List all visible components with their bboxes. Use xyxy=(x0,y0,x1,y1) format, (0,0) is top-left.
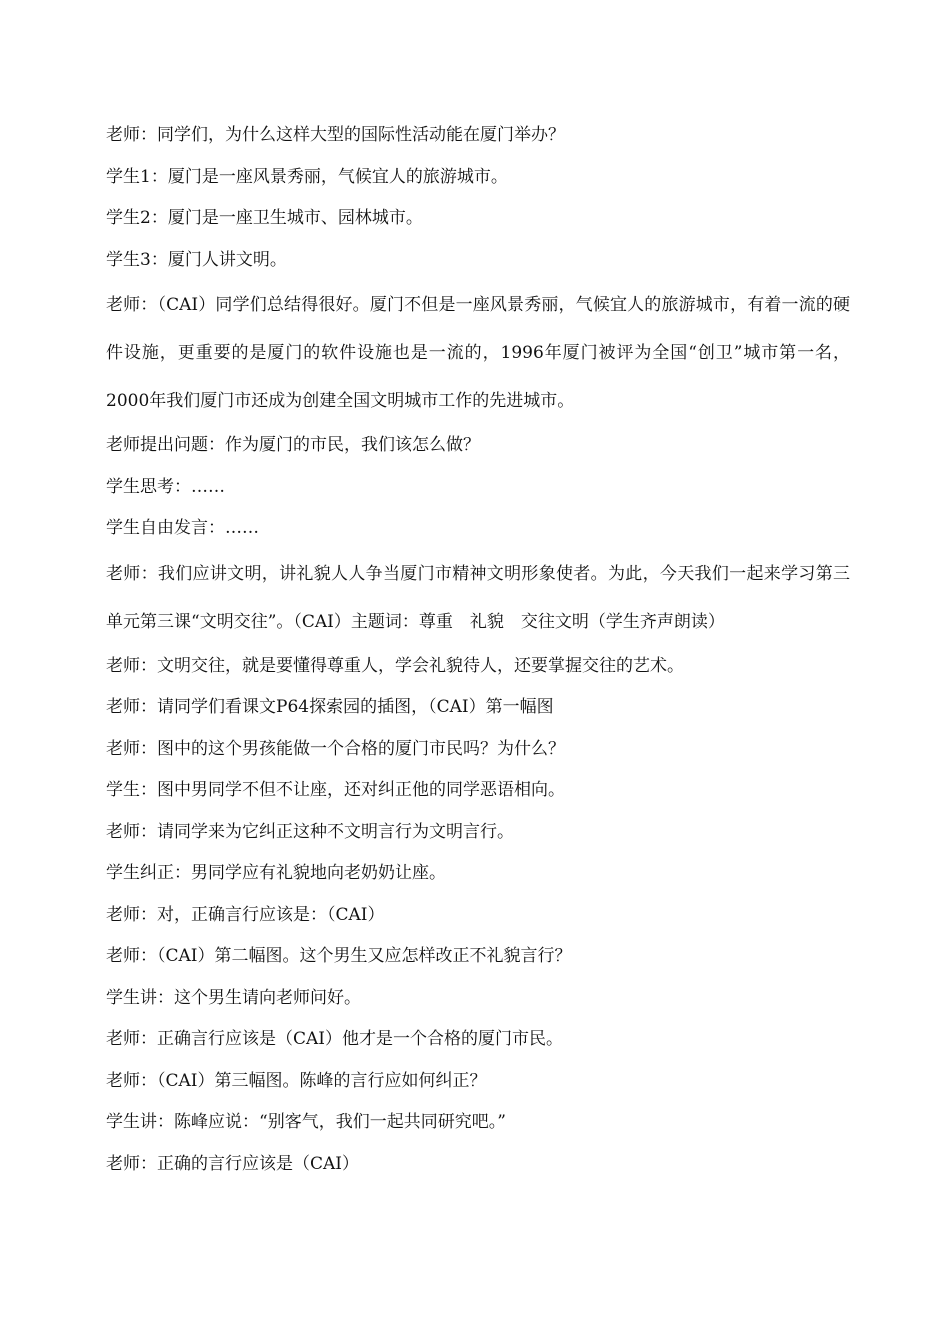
paragraph: 老师提出问题：作为厦门的市民，我们该怎么做？ xyxy=(106,435,480,455)
paragraph: 老师：（CAI）第二幅图。这个男生又应怎样改正不礼貌言行？ xyxy=(106,946,572,966)
paragraph: 学生2：厦门是一座卫生城市、园林城市。 xyxy=(106,208,423,228)
paragraph: 学生思考：…… xyxy=(106,476,225,497)
paragraph: 学生1：厦门是一座风景秀丽，气候宜人的旅游城市。 xyxy=(106,166,508,187)
paragraph: 老师：我们应讲文明，讲礼貌人人争当厦门市精神文明形象使者。为此，今天我们一起来学习第三单元第三课“文明交往”。（CAI）主题词：尊重 礼貌 交往文明（学生齐声朗读） xyxy=(106,563,850,632)
document-body xyxy=(106,115,850,1185)
paragraph: 学生3：厦门人讲文明。 xyxy=(106,249,287,270)
paragraph: 老师：同学们，为什么这样大型的国际性活动能在厦门举办？ xyxy=(106,125,565,145)
paragraph: 学生讲：这个男生请向老师问好。 xyxy=(106,987,361,1008)
paragraph: 老师：图中的这个男孩能做一个合格的厦门市民吗？为什么？ xyxy=(106,738,565,759)
paragraph: 老师：（CAI）第三幅图。陈峰的言行应如何纠正？ xyxy=(106,1070,487,1091)
paragraph: 老师：正确的言行应该是（CAI） xyxy=(106,1153,359,1174)
paragraph: 老师：对，正确言行应该是：（CAI） xyxy=(106,904,385,925)
paragraph: 老师：文明交往，就是要懂得尊重人，学会礼貌待人，还要掌握交往的艺术。 xyxy=(106,655,684,676)
paragraph: 老师：请同学来为它纠正这种不文明言行为文明言行。 xyxy=(106,821,514,842)
paragraph: 学生：图中男同学不但不让座，还对纠正他的同学恶语相向。 xyxy=(106,780,565,800)
paragraph: 学生自由发言：…… xyxy=(106,518,259,538)
paragraph: 学生纠正：男同学应有礼貌地向老奶奶让座。 xyxy=(106,863,446,883)
paragraph: 老师：请同学们看课文P64探索园的插图，（CAI）第一幅图 xyxy=(106,697,554,717)
paragraph: 老师：正确言行应该是（CAI）他才是一个合格的厦门市民。 xyxy=(106,1029,563,1049)
paragraph: 老师：（CAI）同学们总结得很好。厦门不但是一座风景秀丽，气候宜人的旅游城市，有着一流的硬件设施，更重要的是厦门的软件设施也是一流的，1996年厦门被评为全国“创卫”城市第一名，2000年我们厦门市还成为创建全国文明城市工作的先进城市。 xyxy=(106,295,850,411)
paragraph: 学生讲：陈峰应说：“别客气，我们一起共同研究吧。” xyxy=(106,1112,506,1132)
